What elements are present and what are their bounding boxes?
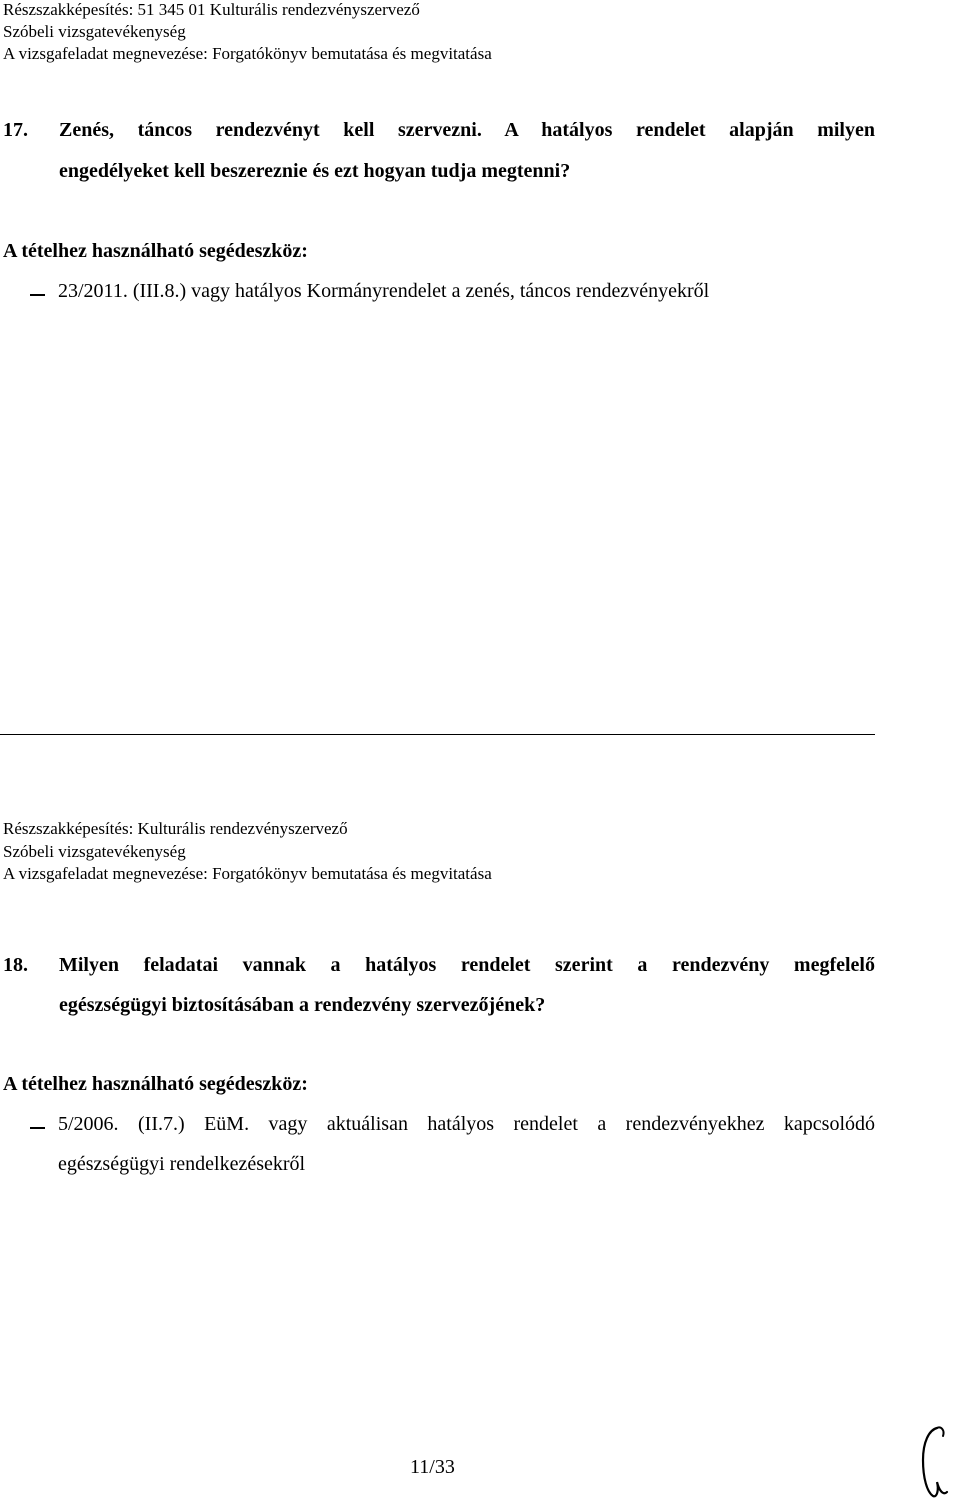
question-17-tools-label: A tételhez használható segédeszköz: — [3, 240, 308, 262]
page-number: 11/33 — [410, 1456, 455, 1478]
dash-bullet-icon — [30, 1127, 45, 1129]
header-task-name: A vizsgafeladat megnevezése: Forgatókönyv bemutatása és megvitatása — [3, 44, 492, 63]
signature-icon — [915, 1420, 955, 1500]
header-task-name-2: A vizsgafeladat megnevezése: Forgatókönyv bemutatása és megvitatása — [3, 864, 492, 883]
question-18-number: 18. — [3, 954, 28, 976]
header-qualification-2: Részszakképesítés: Kulturális rendezvényszervező — [3, 819, 348, 838]
section-divider — [0, 734, 875, 735]
question-18-text-cont: egészségügyi biztosításában a rendezvény szervezőjének? — [59, 994, 546, 1016]
question-17-text-cont: engedélyeket kell beszereznie és ezt hogyan tudja megtenni? — [59, 160, 571, 182]
header-exam-type: Szóbeli vizsgatevékenység — [3, 22, 186, 41]
question-17-tool-item: 23/2011. (III.8.) vagy hatályos Kormányrendelet a zenés, táncos rendezvényekről — [58, 280, 710, 302]
header-exam-type-2: Szóbeli vizsgatevékenység — [3, 842, 186, 861]
header-qualification: Részszakképesítés: 51 345 01 Kulturális rendezvényszervező — [3, 0, 420, 19]
question-18-tools-label: A tételhez használható segédeszköz: — [3, 1073, 308, 1095]
question-18-tool-item: 5/2006. (II.7.) EüM. vagy aktuálisan hatályos rendelet a rendezvényekhez kapcsolódó — [58, 1113, 875, 1135]
question-18-text: Milyen feladatai vannak a hatályos rendelet szerint a rendezvény megfelelő — [59, 954, 875, 976]
question-17-number: 17. — [3, 119, 28, 141]
question-17-text: Zenés, táncos rendezvényt kell szervezni. A hatályos rendelet alapján milyen — [59, 119, 875, 141]
question-18-tool-item-cont: egészségügyi rendelkezésekről — [58, 1153, 306, 1175]
dash-bullet-icon — [30, 294, 45, 296]
